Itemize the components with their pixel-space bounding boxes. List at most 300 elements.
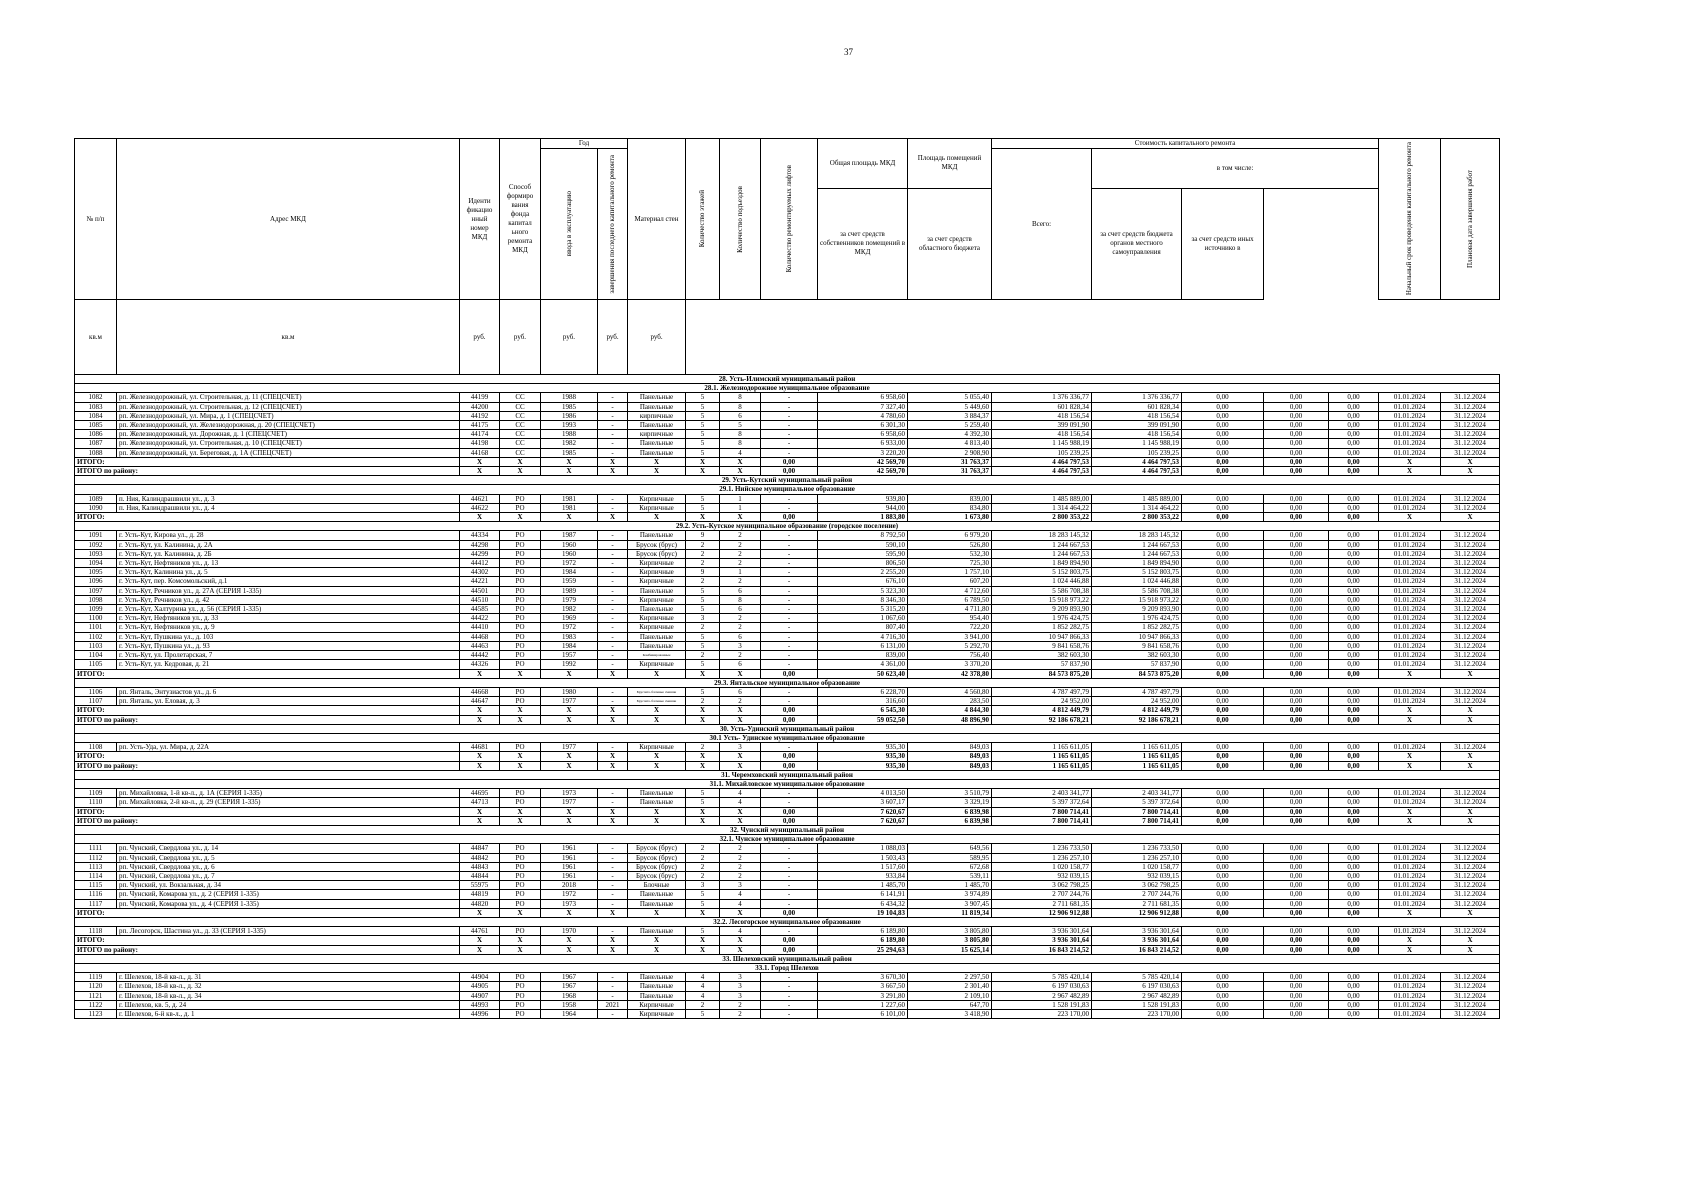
table-cell: 1 485,70 bbox=[818, 881, 908, 890]
table-cell: 3 062 798,25 bbox=[992, 881, 1092, 890]
subtotal-cell: 0,00 bbox=[761, 908, 818, 917]
table-cell: 2 bbox=[720, 853, 761, 862]
table-cell: - bbox=[598, 973, 628, 982]
table-cell: Кирпичные bbox=[628, 568, 686, 577]
table-cell: - bbox=[761, 1000, 818, 1009]
unit-local: руб. bbox=[598, 300, 628, 375]
table-cell: 0,00 bbox=[1329, 402, 1379, 411]
table-cell: 4 bbox=[686, 982, 720, 991]
table-cell: РО bbox=[500, 660, 541, 669]
table-cell: 1110 bbox=[75, 798, 117, 807]
table-cell: 31.12.2024 bbox=[1441, 549, 1500, 558]
table-cell: 1977 bbox=[541, 697, 598, 706]
table-row bbox=[75, 798, 1500, 807]
table-cell: 2 bbox=[720, 577, 761, 586]
subtotal-cell: Х bbox=[720, 807, 761, 816]
subtotal-cell: Х bbox=[720, 761, 761, 770]
table-cell: - bbox=[598, 494, 628, 503]
table-cell: 31.12.2024 bbox=[1441, 439, 1500, 448]
table-cell: 2 967 482,89 bbox=[1092, 991, 1182, 1000]
table-cell: 1 849 894,90 bbox=[1092, 559, 1182, 568]
table-cell: 6 bbox=[720, 605, 761, 614]
table-cell: 5 bbox=[686, 448, 720, 457]
table-cell: 4 787 497,79 bbox=[1092, 687, 1182, 696]
table-cell: 0,00 bbox=[1182, 421, 1264, 430]
address-cell: рп. Железнодорожный, ул. Строительная, д. 12 (СПЕЦСЧЕТ) bbox=[117, 402, 460, 411]
table-cell: 44175 bbox=[460, 421, 500, 430]
subtotal-cell: 0,00 bbox=[1329, 936, 1379, 945]
subtotal-cell: Х bbox=[1379, 669, 1441, 678]
table-cell: 1120 bbox=[75, 982, 117, 991]
table-cell: 1977 bbox=[541, 743, 598, 752]
subtotal-cell: Х bbox=[541, 467, 598, 476]
table-cell: 0,00 bbox=[1264, 503, 1329, 512]
table-cell: 3 941,00 bbox=[908, 632, 992, 641]
table-cell: - bbox=[761, 586, 818, 595]
subtotal-cell: Х bbox=[1441, 908, 1500, 917]
table-cell: 2 bbox=[686, 540, 720, 549]
address-cell: рп. Железнодорожный, ул. Мира, д. 1 (СПЕЦСЧЕТ) bbox=[117, 411, 460, 420]
subtotal-cell: 4 812 449,79 bbox=[1092, 706, 1182, 715]
table-cell: 44713 bbox=[460, 798, 500, 807]
table-cell: 807,40 bbox=[818, 623, 908, 632]
subtotal-label: ИТОГО по району: bbox=[75, 945, 460, 954]
table-cell: Панельные bbox=[628, 393, 686, 402]
table-cell: 3 bbox=[720, 991, 761, 1000]
address-cell: г. Усть-Кут, Речников ул., д. 42 bbox=[117, 595, 460, 604]
subtotal-cell: 7 800 714,41 bbox=[1092, 816, 1182, 825]
table-cell: 2 bbox=[686, 853, 720, 862]
table-cell: 0,00 bbox=[1182, 595, 1264, 604]
subtotal-cell: Х bbox=[460, 715, 500, 724]
table-cell: 2 297,50 bbox=[908, 973, 992, 982]
table-cell: 0,00 bbox=[1264, 798, 1329, 807]
subtotal-cell: 16 843 214,52 bbox=[992, 945, 1092, 954]
table-cell: 382 603,30 bbox=[992, 651, 1092, 660]
subtotal-cell: Х bbox=[628, 816, 686, 825]
table-cell: - bbox=[761, 595, 818, 604]
table-cell: 4 bbox=[686, 991, 720, 1000]
address-cell: рп. Чунский, Свердлова ул., д. 14 bbox=[117, 844, 460, 853]
table-cell: 2 707 244,76 bbox=[1092, 890, 1182, 899]
table-row bbox=[75, 586, 1500, 595]
table-cell: 01.01.2024 bbox=[1379, 697, 1441, 706]
table-cell: 01.01.2024 bbox=[1379, 430, 1441, 439]
table-cell: Панельные bbox=[628, 605, 686, 614]
subtotal-cell: Х bbox=[686, 752, 720, 761]
table-cell: 399 091,90 bbox=[1092, 421, 1182, 430]
subtotal-cell: Х bbox=[686, 706, 720, 715]
municipality-title: 33.1. Город Шелехов bbox=[75, 964, 1500, 973]
table-cell: - bbox=[761, 798, 818, 807]
table-cell: 2 bbox=[686, 871, 720, 880]
table-cell: 44907 bbox=[460, 991, 500, 1000]
table-cell: РО bbox=[500, 862, 541, 871]
table-cell: 24 952,00 bbox=[992, 697, 1092, 706]
table-cell: 1 244 667,53 bbox=[1092, 540, 1182, 549]
address-cell: рп. Усть-Уда, ул. Мира, д. 22А bbox=[117, 743, 460, 752]
table-cell: 1 067,60 bbox=[818, 614, 908, 623]
subtotal-cell: Х bbox=[500, 761, 541, 770]
table-cell: 0,00 bbox=[1329, 1010, 1379, 1019]
table-cell: 4 712,60 bbox=[908, 586, 992, 595]
table-cell: 2 bbox=[720, 1000, 761, 1009]
table-cell: 5 315,20 bbox=[818, 605, 908, 614]
municipality-title: 32.1. Чунское муниципальное образование bbox=[75, 835, 1500, 844]
table-cell: 55975 bbox=[460, 881, 500, 890]
subtotal-cell: 0,00 bbox=[1264, 816, 1329, 825]
subtotal-cell: Х bbox=[628, 752, 686, 761]
table-cell: 31.12.2024 bbox=[1441, 899, 1500, 908]
table-cell: 0,00 bbox=[1329, 577, 1379, 586]
subtotal-cell: 1 883,80 bbox=[818, 513, 908, 522]
subtotal-cell: Х bbox=[460, 706, 500, 715]
table-cell: - bbox=[598, 540, 628, 549]
table-cell: 0,00 bbox=[1264, 411, 1329, 420]
subtotal-cell: Х bbox=[1379, 467, 1441, 476]
table-row bbox=[75, 439, 1500, 448]
subtotal-cell: Х bbox=[460, 945, 500, 954]
subtotal-cell: 0,00 bbox=[1329, 761, 1379, 770]
table-cell: 1 852 282,75 bbox=[1092, 623, 1182, 632]
col-end-header: Плановая дата завершения работ bbox=[1441, 139, 1500, 300]
table-cell: 1 314 464,22 bbox=[992, 503, 1092, 512]
table-cell: 5 323,30 bbox=[818, 586, 908, 595]
table-cell: 01.01.2024 bbox=[1379, 568, 1441, 577]
subtotal-cell: Х bbox=[1441, 752, 1500, 761]
table-cell: 44622 bbox=[460, 503, 500, 512]
table-row bbox=[75, 927, 1500, 936]
table-cell: 1086 bbox=[75, 430, 117, 439]
unit-region: руб. bbox=[541, 300, 598, 375]
table-cell: 6 bbox=[720, 632, 761, 641]
subtotal-cell: 42 569,70 bbox=[818, 457, 908, 466]
subtotal-cell: Х bbox=[686, 761, 720, 770]
table-cell: 44463 bbox=[460, 641, 500, 650]
table-cell: 1 976 424,75 bbox=[992, 614, 1092, 623]
table-cell: Панельные bbox=[628, 421, 686, 430]
subtotal-label: ИТОГО: bbox=[75, 457, 460, 466]
table-cell: 5 bbox=[686, 430, 720, 439]
table-cell: 3 bbox=[720, 881, 761, 890]
table-cell: 44844 bbox=[460, 871, 500, 880]
subtotal-row bbox=[75, 513, 1500, 522]
table-cell: 57 837,90 bbox=[992, 660, 1092, 669]
table-cell: 31.12.2024 bbox=[1441, 697, 1500, 706]
subtotal-cell: Х bbox=[460, 752, 500, 761]
address-cell: рп. Железнодорожный, ул. Строительная, д. 10 (СПЕЦСЧЕТ) bbox=[117, 439, 460, 448]
table-cell: 105 239,25 bbox=[992, 448, 1092, 457]
table-cell: - bbox=[761, 623, 818, 632]
table-cell: 3 884,37 bbox=[908, 411, 992, 420]
table-cell: 0,00 bbox=[1329, 605, 1379, 614]
subtotal-cell: 0,00 bbox=[1182, 669, 1264, 678]
table-cell: 6 958,60 bbox=[818, 430, 908, 439]
table-cell: 01.01.2024 bbox=[1379, 982, 1441, 991]
table-cell: 31.12.2024 bbox=[1441, 595, 1500, 604]
address-cell: рп. Железнодорожный, ул. Береговая, д. 1А (СПЕЦСЧЕТ) bbox=[117, 448, 460, 457]
table-cell: - bbox=[598, 798, 628, 807]
subtotal-cell: Х bbox=[1441, 706, 1500, 715]
subtotal-cell: Х bbox=[541, 761, 598, 770]
table-cell: - bbox=[598, 411, 628, 420]
subtotal-cell: Х bbox=[628, 807, 686, 816]
table-cell: РО bbox=[500, 531, 541, 540]
table-cell: 1117 bbox=[75, 899, 117, 908]
table-cell: - bbox=[598, 991, 628, 1000]
table-cell: 01.01.2024 bbox=[1379, 844, 1441, 853]
table-cell: 0,00 bbox=[1182, 890, 1264, 899]
table-cell: - bbox=[598, 559, 628, 568]
table-cell: 0,00 bbox=[1264, 697, 1329, 706]
table-cell: 31.12.2024 bbox=[1441, 927, 1500, 936]
table-cell: - bbox=[598, 743, 628, 752]
table-cell: 4 bbox=[720, 798, 761, 807]
table-cell: 283,50 bbox=[908, 697, 992, 706]
table-cell: 31.12.2024 bbox=[1441, 605, 1500, 614]
col-other-header: за счет средств иных источнико в bbox=[1182, 188, 1264, 299]
table-cell: 1 244 667,53 bbox=[992, 549, 1092, 558]
district-title: 30. Усть-Удинский муниципальный район bbox=[75, 724, 1500, 733]
table-cell: - bbox=[598, 899, 628, 908]
table-cell: 1 517,60 bbox=[818, 862, 908, 871]
table-cell: - bbox=[598, 531, 628, 540]
table-row bbox=[75, 568, 1500, 577]
table-cell: 3 907,45 bbox=[908, 899, 992, 908]
table-cell: - bbox=[761, 651, 818, 660]
table-cell: 0,00 bbox=[1264, 890, 1329, 899]
table-cell: 2 bbox=[686, 743, 720, 752]
table-cell: Панельные bbox=[628, 439, 686, 448]
table-cell: 5 bbox=[686, 421, 720, 430]
table-cell: 0,00 bbox=[1182, 623, 1264, 632]
table-cell: 1096 bbox=[75, 577, 117, 586]
table-cell: 1 227,60 bbox=[818, 1000, 908, 1009]
table-cell: 1089 bbox=[75, 494, 117, 503]
table-cell: Брусок (брус) bbox=[628, 844, 686, 853]
table-cell: 2 bbox=[686, 697, 720, 706]
table-cell: 3 974,89 bbox=[908, 890, 992, 899]
subtotal-cell: Х bbox=[720, 457, 761, 466]
table-cell: 5 bbox=[686, 595, 720, 604]
subtotal-cell: Х bbox=[1441, 816, 1500, 825]
table-cell: РО bbox=[500, 687, 541, 696]
table-cell: 0,00 bbox=[1182, 559, 1264, 568]
table-cell: - bbox=[598, 881, 628, 890]
municipality-header-row bbox=[75, 678, 1500, 687]
table-cell: 5 bbox=[686, 393, 720, 402]
address-cell: г. Усть-Кут, ул. Пролетарская, 7 bbox=[117, 651, 460, 660]
table-cell: 6 958,60 bbox=[818, 393, 908, 402]
table-cell: Панельные bbox=[628, 641, 686, 650]
table-row bbox=[75, 614, 1500, 623]
subtotal-cell: 0,00 bbox=[1182, 807, 1264, 816]
table-cell: 0,00 bbox=[1182, 494, 1264, 503]
table-cell: 3 936 301,64 bbox=[1092, 927, 1182, 936]
table-cell: 590,10 bbox=[818, 540, 908, 549]
table-cell: 4 361,00 bbox=[818, 660, 908, 669]
table-cell: 0,00 bbox=[1182, 531, 1264, 540]
subtotal-cell: 0,00 bbox=[1264, 706, 1329, 715]
subtotal-cell: Х bbox=[460, 908, 500, 917]
table-cell: 647,70 bbox=[908, 1000, 992, 1009]
table-cell: - bbox=[761, 973, 818, 982]
table-cell: - bbox=[598, 568, 628, 577]
table-cell: 01.01.2024 bbox=[1379, 1000, 1441, 1009]
table-cell: 1 088,03 bbox=[818, 844, 908, 853]
subtotal-cell: Х bbox=[598, 457, 628, 466]
subtotal-cell: Х bbox=[500, 816, 541, 825]
table-cell: РО bbox=[500, 890, 541, 899]
subtotal-cell: Х bbox=[460, 513, 500, 522]
subtotal-cell: Х bbox=[598, 669, 628, 678]
table-cell: 44647 bbox=[460, 697, 500, 706]
table-cell: - bbox=[761, 632, 818, 641]
table-row bbox=[75, 871, 1500, 880]
table-cell: 834,80 bbox=[908, 503, 992, 512]
table-cell: 01.01.2024 bbox=[1379, 743, 1441, 752]
table-cell: 31.12.2024 bbox=[1441, 402, 1500, 411]
col-cost-header: Стоимость капитального ремонта bbox=[992, 139, 1379, 149]
table-cell: 44298 bbox=[460, 540, 500, 549]
subtotal-cell: 0,00 bbox=[1329, 945, 1379, 954]
district-header-row bbox=[75, 825, 1500, 834]
table-cell: 5 bbox=[686, 632, 720, 641]
subtotal-cell: Х bbox=[628, 706, 686, 715]
table-cell: - bbox=[761, 853, 818, 862]
address-cell: г. Усть-Кут, ул. Калинина, д. 2Б bbox=[117, 549, 460, 558]
address-cell: рп. Чунский, Комарова ул., д. 2 (СЕРИЯ 1-335) bbox=[117, 890, 460, 899]
table-cell: 4 bbox=[720, 448, 761, 457]
table-cell: 0,00 bbox=[1329, 871, 1379, 880]
table-cell: 0,00 bbox=[1329, 439, 1379, 448]
table-cell: 01.01.2024 bbox=[1379, 614, 1441, 623]
subtotal-cell: Х bbox=[686, 467, 720, 476]
table-cell: 5 259,40 bbox=[908, 421, 992, 430]
table-cell: РО bbox=[500, 614, 541, 623]
table-cell: 6 228,70 bbox=[818, 687, 908, 696]
district-title: 29. Усть-Кутский муниципальный район bbox=[75, 476, 1500, 485]
table-cell: 01.01.2024 bbox=[1379, 973, 1441, 982]
table-cell: 0,00 bbox=[1182, 402, 1264, 411]
table-cell: 01.01.2024 bbox=[1379, 559, 1441, 568]
table-cell: СС bbox=[500, 439, 541, 448]
col-repairs-header: Количество ремонтируемых лифтов bbox=[761, 139, 818, 300]
subtotal-cell: 0,00 bbox=[1329, 908, 1379, 917]
subtotal-cell: Х bbox=[1379, 706, 1441, 715]
subtotal-cell: Х bbox=[460, 467, 500, 476]
table-cell: 1084 bbox=[75, 411, 117, 420]
table-cell: - bbox=[761, 559, 818, 568]
table-cell: 1 244 667,53 bbox=[1092, 549, 1182, 558]
subtotal-cell: Х bbox=[1379, 908, 1441, 917]
table-cell: 5 bbox=[686, 586, 720, 595]
table-cell: 0,00 bbox=[1264, 862, 1329, 871]
subtotal-cell: 50 623,40 bbox=[818, 669, 908, 678]
table-cell: 44695 bbox=[460, 789, 500, 798]
subtotal-cell: 3 936 301,64 bbox=[1092, 936, 1182, 945]
subtotal-cell: 7 800 714,41 bbox=[992, 816, 1092, 825]
subtotal-cell: 4 844,30 bbox=[908, 706, 992, 715]
table-cell: 0,00 bbox=[1264, 991, 1329, 1000]
table-row bbox=[75, 1000, 1500, 1009]
table-cell: 01.01.2024 bbox=[1379, 439, 1441, 448]
subtotal-label: ИТОГО: bbox=[75, 752, 460, 761]
table-cell: 44200 bbox=[460, 402, 500, 411]
table-cell: - bbox=[598, 393, 628, 402]
subtotal-cell: Х bbox=[1441, 936, 1500, 945]
subtotal-cell: Х bbox=[500, 706, 541, 715]
table-cell: РО bbox=[500, 871, 541, 880]
subtotal-row bbox=[75, 945, 1500, 954]
table-cell: 31.12.2024 bbox=[1441, 890, 1500, 899]
table-cell: СС bbox=[500, 430, 541, 439]
table-cell: 3 bbox=[720, 973, 761, 982]
table-cell: 0,00 bbox=[1329, 430, 1379, 439]
table-cell: 0,00 bbox=[1329, 862, 1379, 871]
subtotal-cell: 0,00 bbox=[1182, 752, 1264, 761]
table-cell: Брусок (брус) bbox=[628, 540, 686, 549]
subtotal-cell: 0,00 bbox=[1182, 706, 1264, 715]
subtotal-cell: 0,00 bbox=[761, 715, 818, 724]
table-cell: РО bbox=[500, 503, 541, 512]
table-cell: 31.12.2024 bbox=[1441, 393, 1500, 402]
subtotal-cell: 1 165 611,05 bbox=[1092, 752, 1182, 761]
address-cell: г. Шелехов, 18-й кв-л., д. 32 bbox=[117, 982, 460, 991]
table-cell: 5 bbox=[686, 927, 720, 936]
subtotal-cell: 92 186 678,21 bbox=[1092, 715, 1182, 724]
municipality-title: 28.1. Железнодорожное муниципальное образование bbox=[75, 384, 1500, 393]
table-cell: 8 792,50 bbox=[818, 531, 908, 540]
subtotal-label: ИТОГО по району: bbox=[75, 715, 460, 724]
table-cell: 44168 bbox=[460, 448, 500, 457]
table-cell: 0,00 bbox=[1264, 927, 1329, 936]
municipality-header-row bbox=[75, 384, 1500, 393]
table-cell: 1967 bbox=[541, 982, 598, 991]
subtotal-cell: 6 545,30 bbox=[818, 706, 908, 715]
table-cell: 0,00 bbox=[1329, 632, 1379, 641]
table-cell: Брусок (брус) bbox=[628, 549, 686, 558]
subtotal-cell: 48 896,90 bbox=[908, 715, 992, 724]
table-cell: 3 667,50 bbox=[818, 982, 908, 991]
table-cell: 1 165 611,05 bbox=[992, 743, 1092, 752]
subtotal-cell: Х bbox=[500, 908, 541, 917]
subtotal-cell: 0,00 bbox=[1329, 706, 1379, 715]
table-row bbox=[75, 899, 1500, 908]
table-cell: 2018 bbox=[541, 881, 598, 890]
table-cell: - bbox=[598, 844, 628, 853]
table-cell: Кирпичные bbox=[628, 503, 686, 512]
table-cell: 0,00 bbox=[1264, 595, 1329, 604]
municipality-title: 29.2. Усть-Кутское муниципальное образование (городское поселение) bbox=[75, 522, 1500, 531]
address-cell: г. Усть-Кут, Нефтяников ул., д. 33 bbox=[117, 614, 460, 623]
table-cell: 0,00 bbox=[1329, 991, 1379, 1000]
table-cell: 0,00 bbox=[1182, 632, 1264, 641]
table-cell: 0,00 bbox=[1182, 614, 1264, 623]
subtotal-cell: Х bbox=[720, 513, 761, 522]
table-cell: - bbox=[761, 871, 818, 880]
table-cell: 418 156,54 bbox=[992, 430, 1092, 439]
address-cell: г. Усть-Кут, Нефтяников ул., д. 13 bbox=[117, 559, 460, 568]
table-cell: 3 bbox=[720, 743, 761, 752]
table-cell: 1 314 464,22 bbox=[1092, 503, 1182, 512]
district-header-row bbox=[75, 770, 1500, 779]
subtotal-cell: Х bbox=[628, 936, 686, 945]
district-header-row bbox=[75, 476, 1500, 485]
table-cell: 2 711 681,35 bbox=[992, 899, 1092, 908]
table-cell: 1973 bbox=[541, 789, 598, 798]
table-cell: РО bbox=[500, 881, 541, 890]
